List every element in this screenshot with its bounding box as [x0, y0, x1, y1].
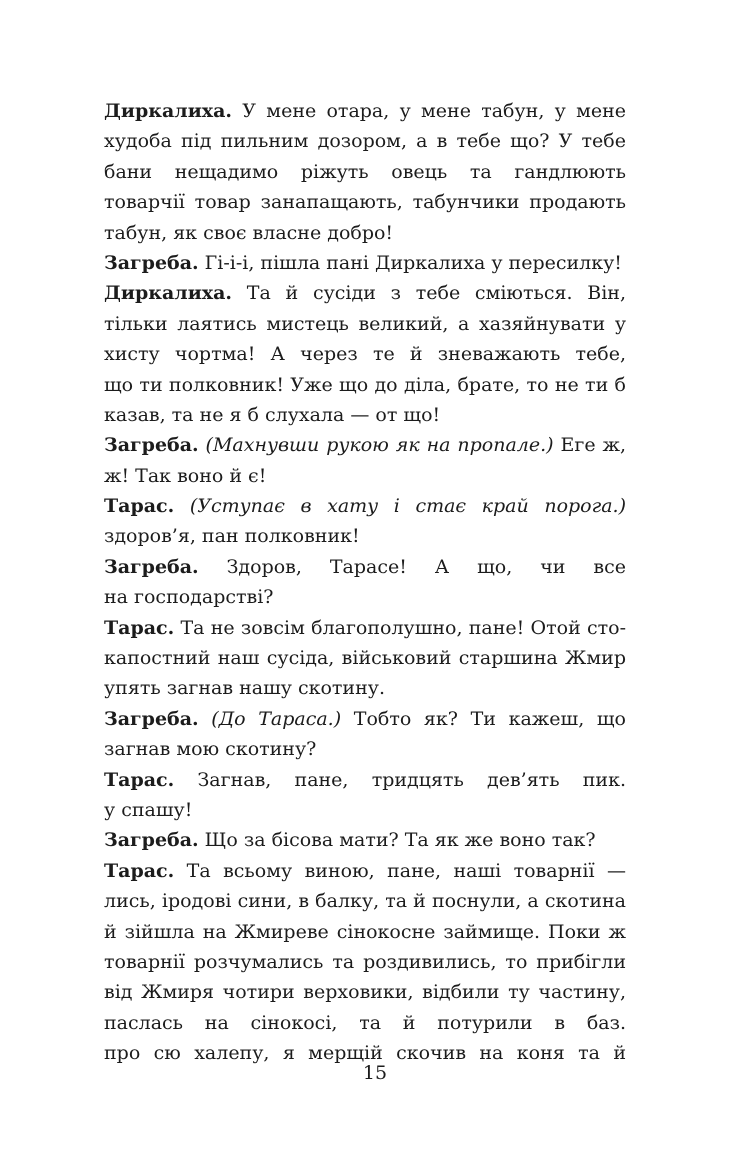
line-text: Та й сусіди з тебе сміються. Він, [246, 282, 626, 305]
text-line [104, 704, 626, 734]
page-number: 15 [362, 1062, 388, 1084]
text-line [104, 977, 626, 1007]
text-line [104, 886, 626, 916]
line-text: капостний наш сусіда, військовий старшина Жмир [104, 647, 626, 670]
stage-direction: (Уступає в хату і стає край порога.) [174, 495, 626, 518]
line-text: бани нещадимо ріжуть овець та гандлюють [104, 160, 626, 183]
text-line [104, 278, 626, 308]
line-text: товарчії товар занапащають, табунчики продають [104, 191, 626, 214]
line-text: Загнав, пане, тридцять дев’ять пик. [197, 768, 626, 791]
text-line [104, 673, 626, 703]
text-line [104, 552, 626, 582]
text-line [104, 339, 626, 369]
text-line [104, 370, 626, 400]
text-line [104, 521, 626, 551]
text-line [104, 430, 626, 460]
line-text: про сю халепу, я мерщій скочив на коня та й [104, 1042, 626, 1065]
speaker-name: Загреба. [104, 555, 199, 578]
speaker-name: Тарас. [104, 768, 175, 791]
line-text: Та не зовсім благополушно, пане! Отой сто- [174, 616, 626, 639]
text-line [104, 613, 626, 643]
line-text: ж! Так воно й є! [104, 464, 267, 487]
text-line [104, 491, 626, 521]
text-line [104, 218, 626, 248]
line-text: Еге ж, [560, 434, 626, 457]
speaker-name: Диркалиха. [104, 282, 233, 305]
stage-direction: (Махнувши рукою як на пропале.) [198, 434, 554, 457]
text-line [104, 734, 626, 764]
line-text: казав, та не я б слухала — от що! [104, 403, 441, 426]
line-text: Гі-і-і, пішла пані Диркалиха у пересилку! [198, 251, 622, 274]
line-text: від Жмиря чотири верховики, відбили ту частину, [104, 981, 626, 1004]
line-text: тільки лаятись мистець великий, а хазяйнувати у [104, 312, 626, 335]
text-line [104, 765, 626, 795]
speaker-name: Тарас. [104, 616, 175, 639]
text-line [104, 248, 626, 278]
text-line [104, 157, 626, 187]
speaker-name: Загреба. [104, 707, 199, 730]
text-line [104, 947, 626, 977]
text-line [104, 825, 626, 855]
text-line [104, 400, 626, 430]
text-line [104, 309, 626, 339]
speaker-name: Загреба. [104, 434, 199, 457]
text-line [104, 795, 626, 825]
speaker-name: Тарас. [104, 859, 175, 882]
text-line [104, 187, 626, 217]
line-text: худоба під пильним дозором, а в тебе що? У тебе [104, 130, 626, 153]
text-line [104, 917, 626, 947]
line-text: табун, як своє власне добро! [104, 221, 394, 244]
text-line [104, 643, 626, 673]
line-text: Та всьому виною, пане, наші товарнії — [186, 859, 626, 882]
line-text: у спашу! [104, 798, 193, 821]
text-line [104, 461, 626, 491]
line-text: на господарстві? [104, 586, 274, 609]
line-text: товарнії розчумались та роздивились, то прибігли [104, 950, 626, 973]
speaker-name: Диркалиха. [104, 100, 233, 122]
line-text: лись, іродові сини, в балку, та й поснули, а скотина [104, 890, 626, 913]
stage-direction: (До Тараса.) [198, 707, 342, 730]
text-line [104, 582, 626, 612]
line-text: що ти полковник! Уже що до діла, брате, то не ти б [104, 373, 626, 396]
line-text: Тобто як? Ти кажеш, що [353, 707, 626, 730]
line-text: упять загнав нашу скотину. [104, 677, 385, 700]
text-line [104, 856, 626, 886]
speaker-name: Загреба. [104, 829, 199, 852]
text-line [104, 126, 626, 156]
speaker-name: Тарас. [104, 495, 175, 518]
text-line [104, 1008, 626, 1038]
line-text: Що за бісова мати? Та як же воно так? [198, 829, 596, 852]
line-text: Здоров, Тарасе! А що, чи все [226, 555, 626, 578]
line-text: й зійшла на Жмиреве сінокосне займище. Поки ж [104, 920, 626, 943]
line-text: хисту чортма! А через те й зневажають тебе, [104, 343, 626, 366]
page-body [104, 96, 626, 1069]
line-text: У мене отара, у мене табун, у мене [242, 100, 626, 122]
line-text: паслась на сінокосі, та й потурили в баз. [104, 1011, 626, 1034]
speaker-name: Загреба. [104, 251, 199, 274]
text-line [104, 96, 626, 126]
line-text: здоров’я, пан полковник! [104, 525, 360, 548]
line-text: загнав мою скотину? [104, 738, 317, 761]
